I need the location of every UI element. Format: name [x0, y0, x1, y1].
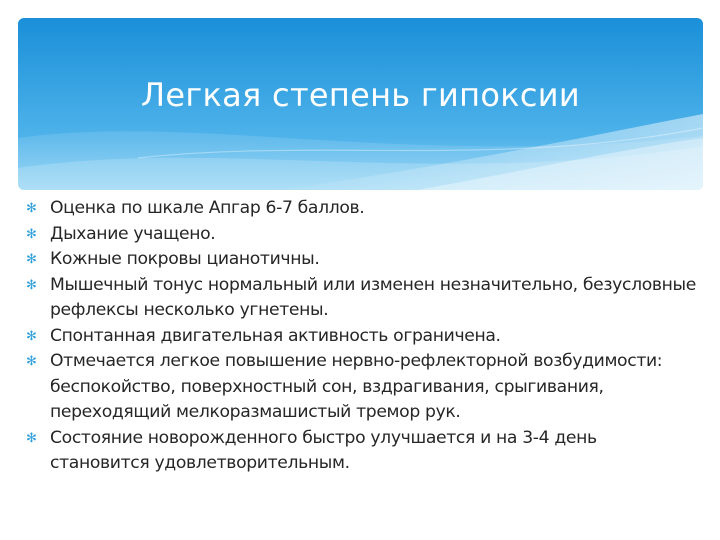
asterisk-bullet-icon: ✻: [26, 328, 37, 344]
list-item-text: Мышечный тонус нормальный или изменен незначительно, безусловные рефлексы несколько угнетены.: [50, 274, 696, 320]
slide-title: Легкая степень гипоксии: [141, 76, 580, 114]
list-item: [26, 426, 696, 477]
list-item-text: Оценка по шкале Апгар 6-7 баллов.: [50, 198, 365, 218]
asterisk-bullet-icon: ✻: [26, 430, 37, 446]
list-item: [26, 324, 696, 350]
list-item-text: Отмечается легкое повышение нервно-рефлекторной возбудимости: беспокойство, поверхностный сон, вздрагивания, срыгивания, переходящий мелкоразмашистый тремор рук.: [50, 351, 663, 422]
asterisk-bullet-icon: ✻: [26, 226, 37, 242]
list-item: [26, 222, 696, 248]
list-item: [26, 247, 696, 273]
list-item-text: Дыхание учащено.: [50, 223, 216, 244]
asterisk-bullet-icon: ✻: [26, 354, 37, 369]
list-item: [26, 196, 696, 222]
asterisk-bullet-icon: ✻: [26, 252, 37, 267]
asterisk-bullet-icon: ✻: [26, 277, 37, 293]
list-item-text: Спонтанная двигательная активность ограничена.: [50, 325, 501, 346]
asterisk-bullet-icon: ✻: [26, 201, 37, 216]
list-item-text: Кожные покровы цианотичны.: [50, 249, 320, 269]
list-item: [26, 273, 696, 324]
list-item: [26, 349, 696, 426]
list-item-text: Состояние новорожденного быстро улучшается и на 3-4 день становится удовлетворительным.: [50, 427, 597, 473]
title-banner: [18, 18, 703, 190]
bullet-list: [26, 196, 696, 477]
